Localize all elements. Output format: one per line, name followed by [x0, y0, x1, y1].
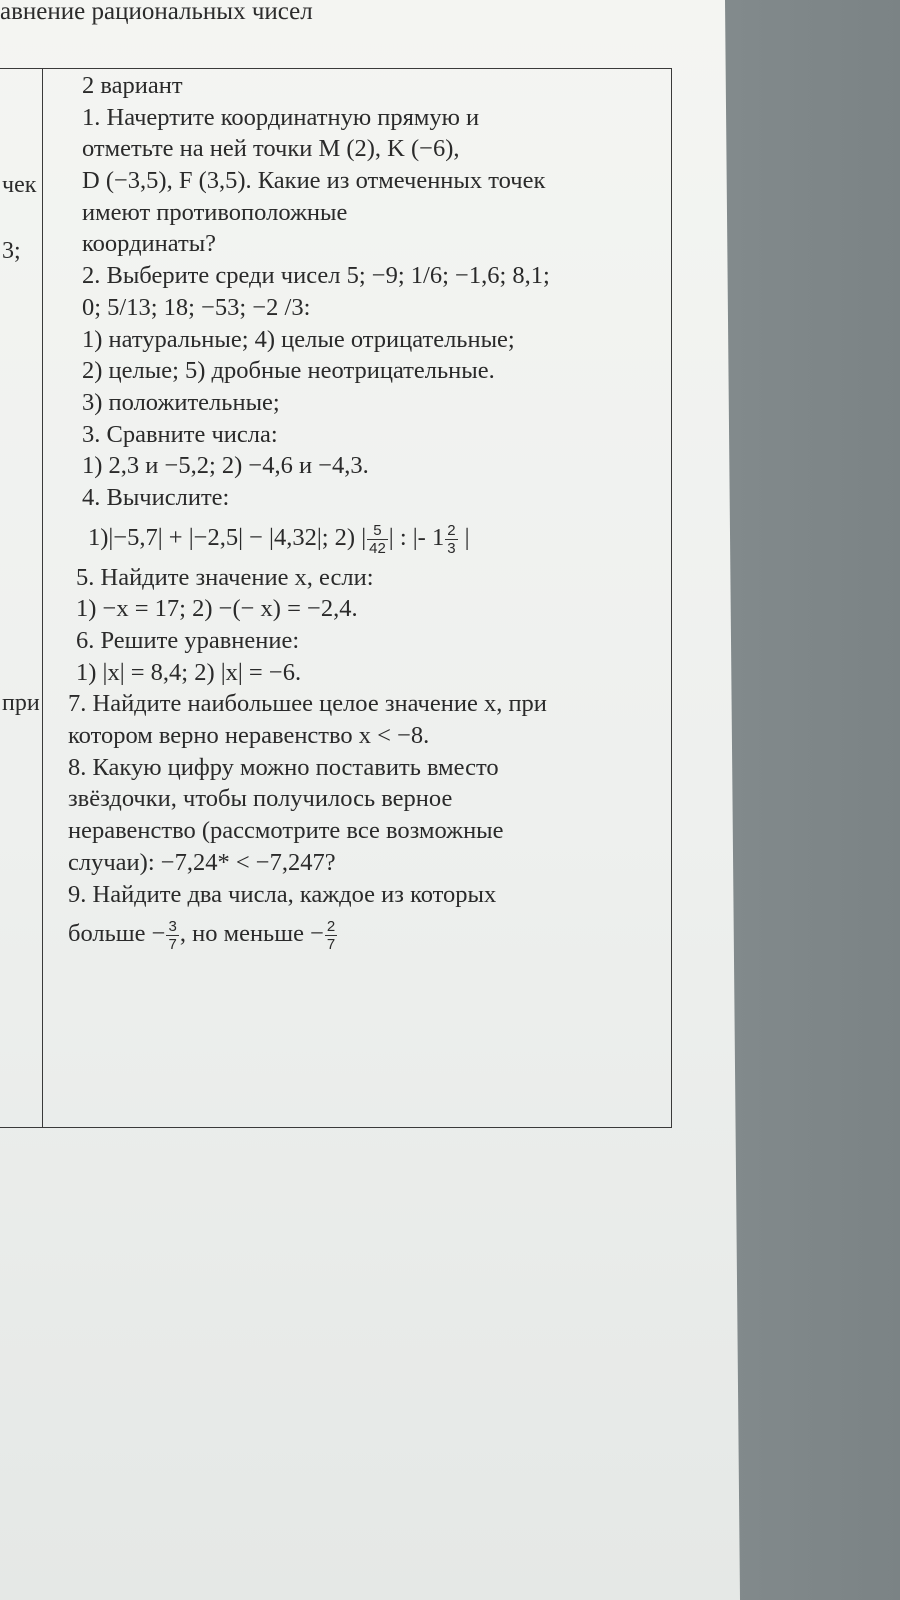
task-line: 3) положительные; — [82, 388, 280, 416]
left-column-fragment: при — [2, 690, 40, 716]
task-line: 1) −x = 17; 2) −(− x) = −2,4. — [76, 595, 358, 623]
fraction: $\frac{2}{7}$ — [326, 918, 336, 954]
task-line: котором верно неравенство x < −8. — [68, 722, 430, 750]
calc-text: 1)|−5,7| + |−2,5| − |4,32|; 2) | — [88, 523, 367, 551]
left-column-fragment: 3; — [2, 238, 21, 264]
task-line: 1) |x| = 8,4; 2) |x| = −6. — [76, 658, 302, 686]
task-line: 0; 5/13; 18; −53; −2 /3: — [82, 293, 311, 321]
fraction: $\frac{2}{3}$ — [447, 521, 456, 557]
calc-task-line — [68, 514, 668, 562]
task-line: неравенство (рассмотрите все возможные — [68, 817, 504, 845]
task-line: случаи): −7,24* < −7,247? — [68, 848, 336, 876]
task-line: имеют противоположные — [82, 198, 348, 226]
task-line: 7. Найдите наибольшее целое значение x, при — [68, 690, 547, 718]
table-column-divider — [42, 68, 43, 1128]
task-line: 8. Какую цифру можно поставить вместо — [68, 753, 499, 781]
task-text: больше − — [68, 920, 166, 948]
task-text: , но меньше − — [179, 920, 324, 948]
task-line: 9. Найдите два числа, каждое из которых — [68, 880, 497, 908]
page-heading: авнение рациональных чисел — [0, 0, 313, 25]
task-line: звёздочки, чтобы получилось верное — [68, 785, 453, 813]
variant-cell — [68, 70, 668, 958]
left-column-fragment: чек — [2, 172, 37, 198]
task-line: 4. Вычислите: — [82, 483, 230, 511]
task-line: 2. Выберите среди чисел 5; −9; 1/6; −1,6; 8,1; — [82, 262, 550, 290]
task-line: D (−3,5), F (3,5). Какие из отмеченных точек — [82, 167, 546, 195]
task-line: 2) целые; 5) дробные неотрицательные. — [82, 357, 495, 385]
last-task-line — [68, 910, 668, 958]
task-line: координаты? — [82, 230, 217, 258]
fraction: $\frac{3}{7}$ — [168, 918, 177, 954]
task-line: 1) 2,3 и −5,2; 2) −4,6 и −4,3. — [82, 452, 369, 480]
variant-title: 2 вариант — [82, 72, 183, 99]
task-line: 1) натуральные; 4) целые отрицательные; — [82, 325, 515, 353]
task-line: 6. Решите уравнение: — [76, 627, 300, 654]
task-line: отметьте на ней точки M (2), K (−6), — [82, 135, 460, 163]
task-line: 3. Сравните числа: — [82, 420, 278, 448]
task-line: 5. Найдите значение x, если: — [76, 563, 374, 591]
fraction: $\frac{5}{42}$ — [369, 521, 386, 557]
task-line: 1. Начертите координатную прямую и — [82, 103, 480, 131]
calc-text: | — [458, 523, 470, 551]
calc-text: | : |- 1 — [388, 523, 445, 551]
